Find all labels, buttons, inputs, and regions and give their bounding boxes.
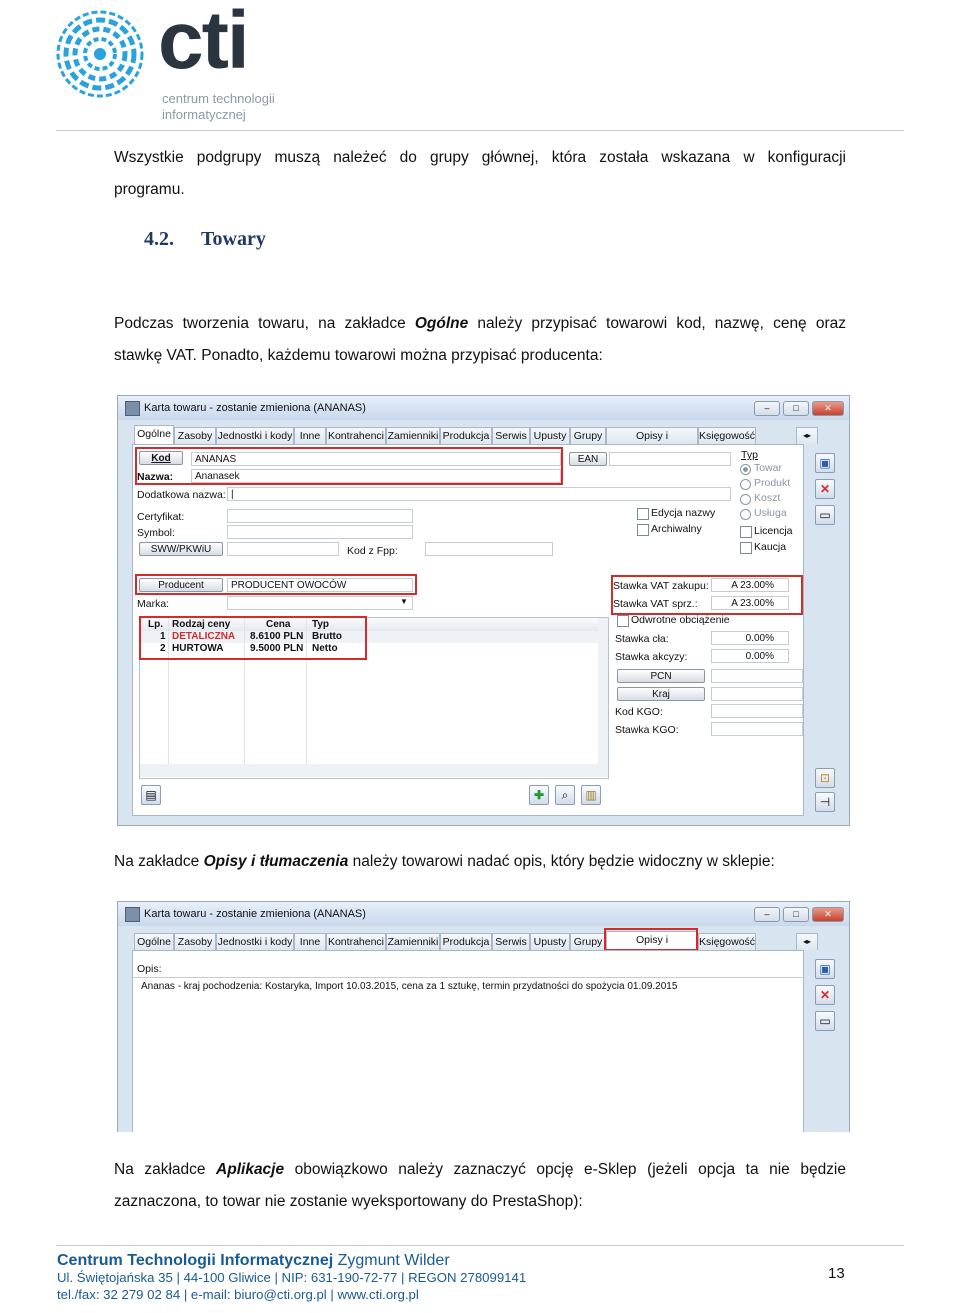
producent-button[interactable]: Producent	[139, 578, 223, 592]
footer-company: Centrum Technologii Informatycznej Zygmunt Wilder	[57, 1252, 450, 1269]
tab-zamienniki[interactable]: Zamienniki	[386, 427, 440, 444]
stawka-kgo-input[interactable]	[711, 722, 803, 736]
highlight-kod-nazwa	[135, 447, 563, 485]
footer-contact: tel./fax: 32 279 02 84 | e-mail: biuro@cti.org.pl | www.cti.org.pl	[57, 1287, 419, 1302]
grid-options-icon[interactable]: ▤	[141, 785, 161, 805]
row-2-lp: 2	[160, 643, 166, 654]
intro-line-1: Wszystkie podgrupy muszą należeć do grupy głównej, która została wskazana w konfiguracji	[114, 149, 846, 166]
close-button[interactable]: ✕	[812, 401, 844, 416]
footer-divider	[56, 1245, 904, 1246]
tab-zasoby[interactable]: Zasoby	[174, 427, 216, 444]
logo-text: cti	[158, 0, 248, 86]
stawka-cla-input[interactable]: 0.00%	[711, 631, 789, 645]
row-1-lp: 1	[160, 631, 166, 642]
emphasis-ogolne: Ogólne	[414, 315, 469, 332]
kod-input[interactable]: ANANAS	[191, 452, 561, 466]
licencja-label: Licencja	[754, 525, 793, 537]
logo-subtitle-2: informatycznej	[162, 107, 246, 122]
minimize-button[interactable]: –	[754, 907, 780, 922]
emphasis-opisy-i-tlumaczenia: Opisy i tłumaczenia	[203, 853, 349, 870]
paragraph-3-line-2: zaznaczona, to towar nie zostanie wyeksportowany do PrestaShop):	[114, 1193, 583, 1210]
tab-ogolne[interactable]: Ogólne	[134, 425, 174, 445]
tab-inne[interactable]: Inne	[294, 427, 326, 444]
ean-button[interactable]: EAN	[569, 452, 607, 466]
paragraph-1-line-2: stawkę VAT. Ponadto, każdemu towarowi można przypisać producenta:	[114, 347, 603, 364]
tab-grupy[interactable]: Grupy	[570, 933, 606, 950]
highlight-opisy-tab	[604, 928, 698, 951]
footer-address: Ul. Świętojańska 35 | 44-100 Gliwice | NIP: 631-190-72-77 | REGON 278099141	[57, 1270, 527, 1285]
window-icon	[125, 401, 140, 416]
header-divider	[56, 130, 904, 131]
header-lp: Lp.	[148, 619, 163, 630]
paragraph-2: Na zakładce Opisy i tłumaczenia należy towarowi nadać opis, który będzie widoczny w sklepie:	[114, 853, 775, 870]
intro-line-2: programu.	[114, 181, 185, 198]
tab-scroll-arrows[interactable]: ◂▸	[796, 933, 818, 950]
archiwalny-label: Archiwalny	[651, 523, 702, 535]
kaucja-checkbox[interactable]	[740, 542, 752, 554]
tab-scroll-arrows[interactable]: ◂▸	[796, 427, 818, 444]
tab-zasoby[interactable]: Zasoby	[174, 933, 216, 950]
row-1-cena: 8.6100 PLN	[250, 631, 304, 642]
paragraph-1	[114, 308, 846, 372]
header-typ: Typ	[312, 619, 330, 630]
kod-kgo-select[interactable]	[711, 704, 803, 718]
tab-ksiegowosc[interactable]: Księgowość	[698, 427, 756, 444]
typ-produkt-label: Produkt	[754, 477, 791, 489]
tab-jednostki-i-kody[interactable]: Jednostki i kody	[216, 427, 294, 444]
tab-serwis[interactable]: Serwis	[492, 427, 530, 444]
maximize-button[interactable]: □	[783, 401, 809, 416]
search-icon[interactable]: ⌕	[555, 785, 575, 805]
tab-kontrahenci[interactable]: Kontrahenci	[326, 427, 386, 444]
tab-jednostki-i-kody[interactable]: Jednostki i kody	[216, 933, 294, 950]
typ-usluga-label: Usługa	[754, 507, 787, 519]
vat-zakupu-select[interactable]: A 23.00%	[711, 578, 789, 592]
tab-kontrahenci[interactable]: Kontrahenci	[326, 933, 386, 950]
kraj-button[interactable]: Kraj	[617, 687, 705, 701]
window-title: Karta towaru - zostanie zmieniona (ANANAS)	[144, 402, 366, 414]
highlight-vat	[611, 575, 803, 615]
stawka-cla-label: Stawka cła:	[615, 633, 669, 645]
tab-grupy[interactable]: Grupy	[570, 427, 606, 444]
tab-ksiegowosc[interactable]: Księgowość	[698, 933, 756, 950]
karta-towaru-window-opisy	[117, 901, 850, 1132]
paragraph-3	[114, 1154, 846, 1218]
row-2-typ: Netto	[312, 643, 338, 654]
opis-label: Opis:	[137, 963, 162, 975]
emphasis-aplikacje: Aplikacje	[216, 1161, 285, 1178]
pcn-input[interactable]	[711, 669, 803, 683]
kod-button[interactable]: Kod	[139, 451, 183, 465]
kod-fpp-input[interactable]	[425, 542, 553, 556]
close-button[interactable]: ✕	[812, 907, 844, 922]
highlight-producent	[135, 574, 417, 595]
odwrotne-obciazenie-checkbox[interactable]	[617, 615, 629, 627]
archiwalny-checkbox[interactable]	[637, 524, 649, 536]
save-icon[interactable]: ▣	[815, 959, 835, 979]
typ-towar-label: Towar	[754, 462, 783, 474]
minimize-button[interactable]: –	[754, 401, 780, 416]
cancel-icon[interactable]: ✕	[815, 479, 835, 499]
horizontal-scrollbar[interactable]	[140, 764, 608, 777]
tab-upusty[interactable]: Upusty	[530, 427, 570, 444]
tab-opisy-i-tlumaczenia[interactable]: Opisy i	[606, 931, 698, 951]
producent-input[interactable]: PRODUCENT OWOCÓW	[227, 578, 413, 592]
dodatkowa-nazwa-input[interactable]: |	[227, 487, 731, 501]
kaucja-label: Kaucja	[754, 541, 787, 553]
marka-dropdown-icon[interactable]: ▼	[400, 597, 408, 606]
ean-input[interactable]	[609, 452, 731, 466]
stawka-akcyzy-label: Stawka akcyzy:	[615, 651, 688, 663]
paragraph-3-line-1: Na zakładce Aplikacje obowiązkowo należy zaznaczyć opcję e-Sklep (jeżeli opcja ta nie będzie	[114, 1161, 846, 1178]
maximize-button[interactable]: □	[783, 907, 809, 922]
pin-icon[interactable]: ⊣	[815, 792, 835, 812]
tab-inne[interactable]: Inne	[294, 933, 326, 950]
tab-produkcja[interactable]: Produkcja	[440, 427, 492, 444]
typ-produkt-radio[interactable]	[740, 479, 751, 490]
trash-icon[interactable]: ▥	[581, 785, 601, 805]
karta-towaru-window-ogolne	[117, 395, 850, 826]
section-heading	[144, 228, 266, 251]
kraj-input[interactable]	[711, 687, 803, 701]
save-icon[interactable]: ▣	[815, 453, 835, 473]
typ-towar-radio[interactable]	[740, 464, 751, 475]
paragraph-1-line-1: Podczas tworzenia towaru, na zakładce Ogólne należy przypisać towarowi kod, nazwę, cenę oraz	[114, 315, 846, 332]
cancel-icon[interactable]: ✕	[815, 985, 835, 1005]
typ-label: Typ	[741, 449, 758, 461]
logo-subtitle-1: centrum technologii	[162, 91, 275, 106]
vat-sprz-label: Stawka VAT sprz.:	[613, 598, 698, 610]
book-icon[interactable]: ▭	[815, 505, 835, 525]
marka-select[interactable]	[227, 596, 413, 610]
sww-pkwiu-input[interactable]	[227, 542, 339, 556]
pcn-button[interactable]: PCN	[617, 669, 705, 683]
ogolne-panel	[132, 444, 804, 816]
row-2-rodzaj: HURTOWA	[172, 643, 224, 654]
lock-icon[interactable]: ⊡	[815, 768, 835, 788]
window-titlebar	[118, 396, 849, 420]
dodatkowa-nazwa-label: Dodatkowa nazwa:	[137, 489, 226, 501]
tab-produkcja[interactable]: Produkcja	[440, 933, 492, 950]
edycja-nazwy-label: Edycja nazwy	[651, 507, 716, 519]
stawka-kgo-label: Stawka KGO:	[615, 724, 679, 736]
tab-opisy-i-tlumaczenia[interactable]: Opisy i	[606, 427, 698, 444]
tab-zamienniki[interactable]: Zamienniki	[386, 933, 440, 950]
certyfikat-label: Certyfikat:	[137, 511, 185, 523]
vat-zakupu-label: Stawka VAT zakupu:	[613, 580, 709, 592]
highlight-prices	[139, 616, 367, 660]
licencja-checkbox[interactable]	[740, 526, 752, 538]
tab-upusty[interactable]: Upusty	[530, 933, 570, 950]
header-cena: Cena	[266, 619, 291, 630]
nazwa-input[interactable]: Ananasek	[191, 469, 561, 483]
opis-textarea[interactable]: Ananas - kraj pochodzenia: Kostaryka, Import 10.03.2015, cena za 1 sztukę, termin przydatności do spożycia 01.09.2015	[141, 981, 678, 992]
odwrotne-obciazenie-label: Odwrotne obciążenie	[631, 614, 730, 626]
page-number: 13	[828, 1265, 845, 1282]
stawka-akcyzy-input[interactable]: 0.00%	[711, 649, 789, 663]
typ-usluga-radio[interactable]	[740, 509, 751, 520]
edycja-nazwy-checkbox[interactable]	[637, 508, 649, 520]
header-rodzaj-ceny: Rodzaj ceny	[172, 619, 231, 630]
marka-label: Marka:	[137, 598, 170, 610]
row-1-typ: Brutto	[312, 631, 342, 642]
row-2-cena: 9.5000 PLN	[250, 643, 304, 654]
section-title: Towary	[201, 228, 266, 250]
book-icon[interactable]: ▭	[815, 1011, 835, 1031]
typ-koszt-label: Koszt	[754, 492, 781, 504]
add-icon[interactable]: ✚	[529, 785, 549, 805]
window-icon	[125, 907, 140, 922]
opisy-panel	[132, 950, 804, 1132]
window-title: Karta towaru - zostanie zmieniona (ANANAS)	[144, 908, 366, 920]
kod-fpp-label: Kod z Fpp:	[347, 545, 398, 557]
certyfikat-input[interactable]	[227, 509, 413, 523]
symbol-input[interactable]	[227, 525, 413, 539]
window-titlebar	[118, 902, 849, 926]
kod-kgo-label: Kod KGO:	[615, 706, 663, 718]
intro-paragraph	[114, 142, 846, 206]
vertical-scrollbar[interactable]	[598, 618, 608, 764]
tab-ogolne[interactable]: Ogólne	[134, 933, 174, 950]
typ-koszt-radio[interactable]	[740, 494, 751, 505]
symbol-label: Symbol:	[137, 527, 175, 539]
tab-serwis[interactable]: Serwis	[492, 933, 530, 950]
vat-sprz-select[interactable]: A 23.00%	[711, 596, 789, 610]
sww-pkwiu-button[interactable]: SWW/PKWiU	[139, 542, 223, 556]
row-1-rodzaj: DETALICZNA	[172, 631, 236, 642]
nazwa-label: Nazwa:	[137, 471, 174, 483]
section-number: 4.2.	[144, 228, 174, 250]
